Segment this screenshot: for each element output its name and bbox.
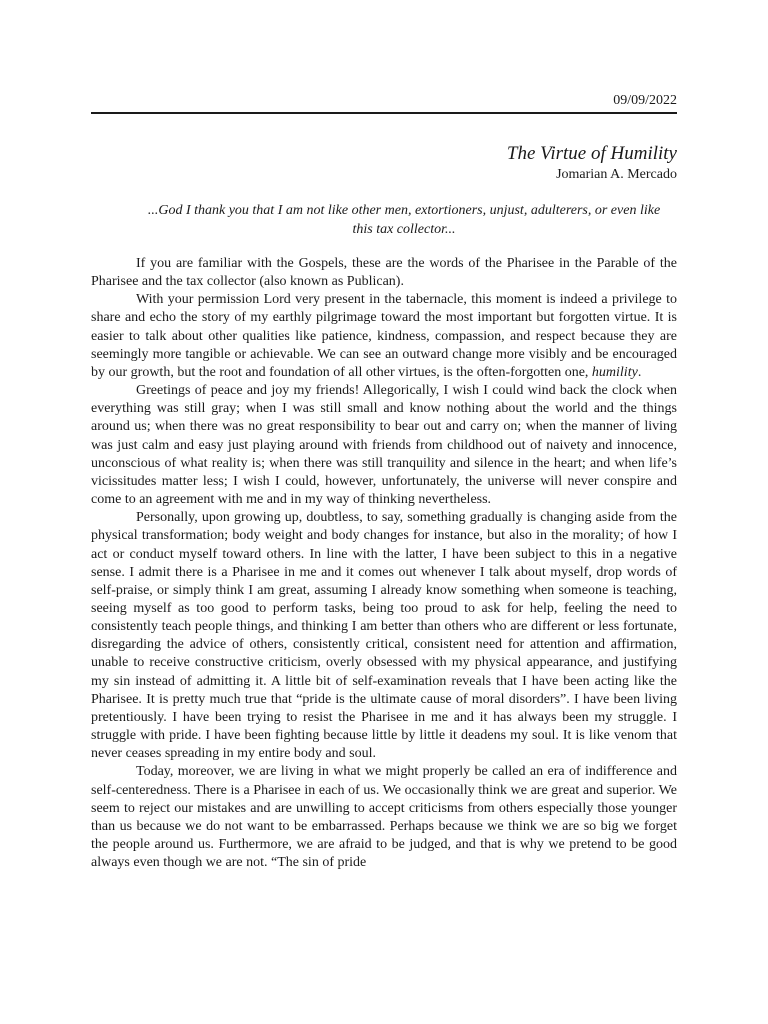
paragraph-1 [91, 255, 677, 291]
paragraph-text: If you are familiar with the Gospels, these are the words of the Pharisee in the Parable of the Pharisee and the tax collector (also known as Publican). [91, 256, 677, 290]
paragraph-text: With your permission Lord very present in the tabernacle, this moment is indeed a privilege to share and echo the story of my earthly pilgrimage toward the most important but forgotten virtue. It is easier to talk about other qualities like patience, kindness, compassion, and respect because they are seemingly more tangible or achievable. We can see an outward change more visibly and be encouraged by our growth, but the root and foundation of all other virtues, is the often-forgotten one, [91, 292, 677, 380]
header-rule [91, 112, 677, 114]
paragraph-4 [91, 509, 677, 763]
document-title: The Virtue of Humility [506, 143, 677, 164]
paragraph-5 [91, 763, 677, 872]
emphasis-humility: humility [591, 364, 638, 380]
document-body [91, 255, 677, 872]
document-date: 09/09/2022 [613, 93, 677, 108]
document-author: Jomarian A. Mercado [556, 167, 677, 182]
paragraph-3 [91, 382, 677, 509]
paragraph-2 [91, 291, 677, 382]
paragraph-tail: . [637, 364, 642, 380]
paragraph-text: Personally, upon growing up, doubtless, to say, something gradually is changing aside from the physical transformation; body weight and body changes for instance, but also in the morality; of how I act or conduct myself toward others. In line with the latter, I have been subject to this in a negative sense. I admit there is a Pharisee in me and it comes out whenever I talk about myself, drop words of self-praise, or simply think I am great, assuming I already know something when someone is teaching, seeing myself as too good to perform tasks, being too proud to ask for help, feeling the need to consistently teach people things, and thinking I am better than others who are different or less fortunate, disregarding the advice of others, consistently critical, consistent need for attention and affirmation, unable to receive constructive criticism, overly obsessed with my physical appearance, and justifying my sin instead of admitting it. A little bit of self-examination reveals that I have been acting like the Pharisee. It is pretty much true that “pride is the ultimate cause of moral disorders”. I have been living pretentiously. I have been trying to resist the Pharisee in me and it has always been my struggle. I struggle with pride. I have been fighting because little by little it deadens my soul. It is like venom that never ceases spreading in my entire body and soul. [91, 510, 677, 762]
paragraph-text: Today, moreover, we are living in what we might properly be called an era of indifference and self-centeredness. There is a Pharisee in each of us. We occasionally think we are great and superior. We seem to reject our mistakes and are unwilling to accept criticisms from others especially those younger than us because we do not want to be embarrassed. Perhaps because we think we are so big we forget the people around us. Furthermore, we are afraid to be judged, and that is why we pretend to be good always even though we are not. “The sin of pride [91, 764, 677, 871]
paragraph-text: Greetings of peace and joy my friends! Allegorically, I wish I could wind back the clock when everything was still gray; when I was still small and know nothing about the world and the things around us; when there was no great responsibility to bear out and carry on; when the manner of living was just calm and easy just playing around with friends from childhood out of naivety and innocence, unconscious of what reality is; when there was still tranquility and silence in the heart; and when life’s vicissitudes matter less; I wish I could, however, unfortunately, the universe will never conspire and come to an agreement with me and in my way of thinking nevertheless. [91, 383, 677, 508]
epigraph-quote: ...God I thank you that I am not like other men, extortioners, unjust, adulterers, or even like this tax collector... [147, 203, 661, 237]
